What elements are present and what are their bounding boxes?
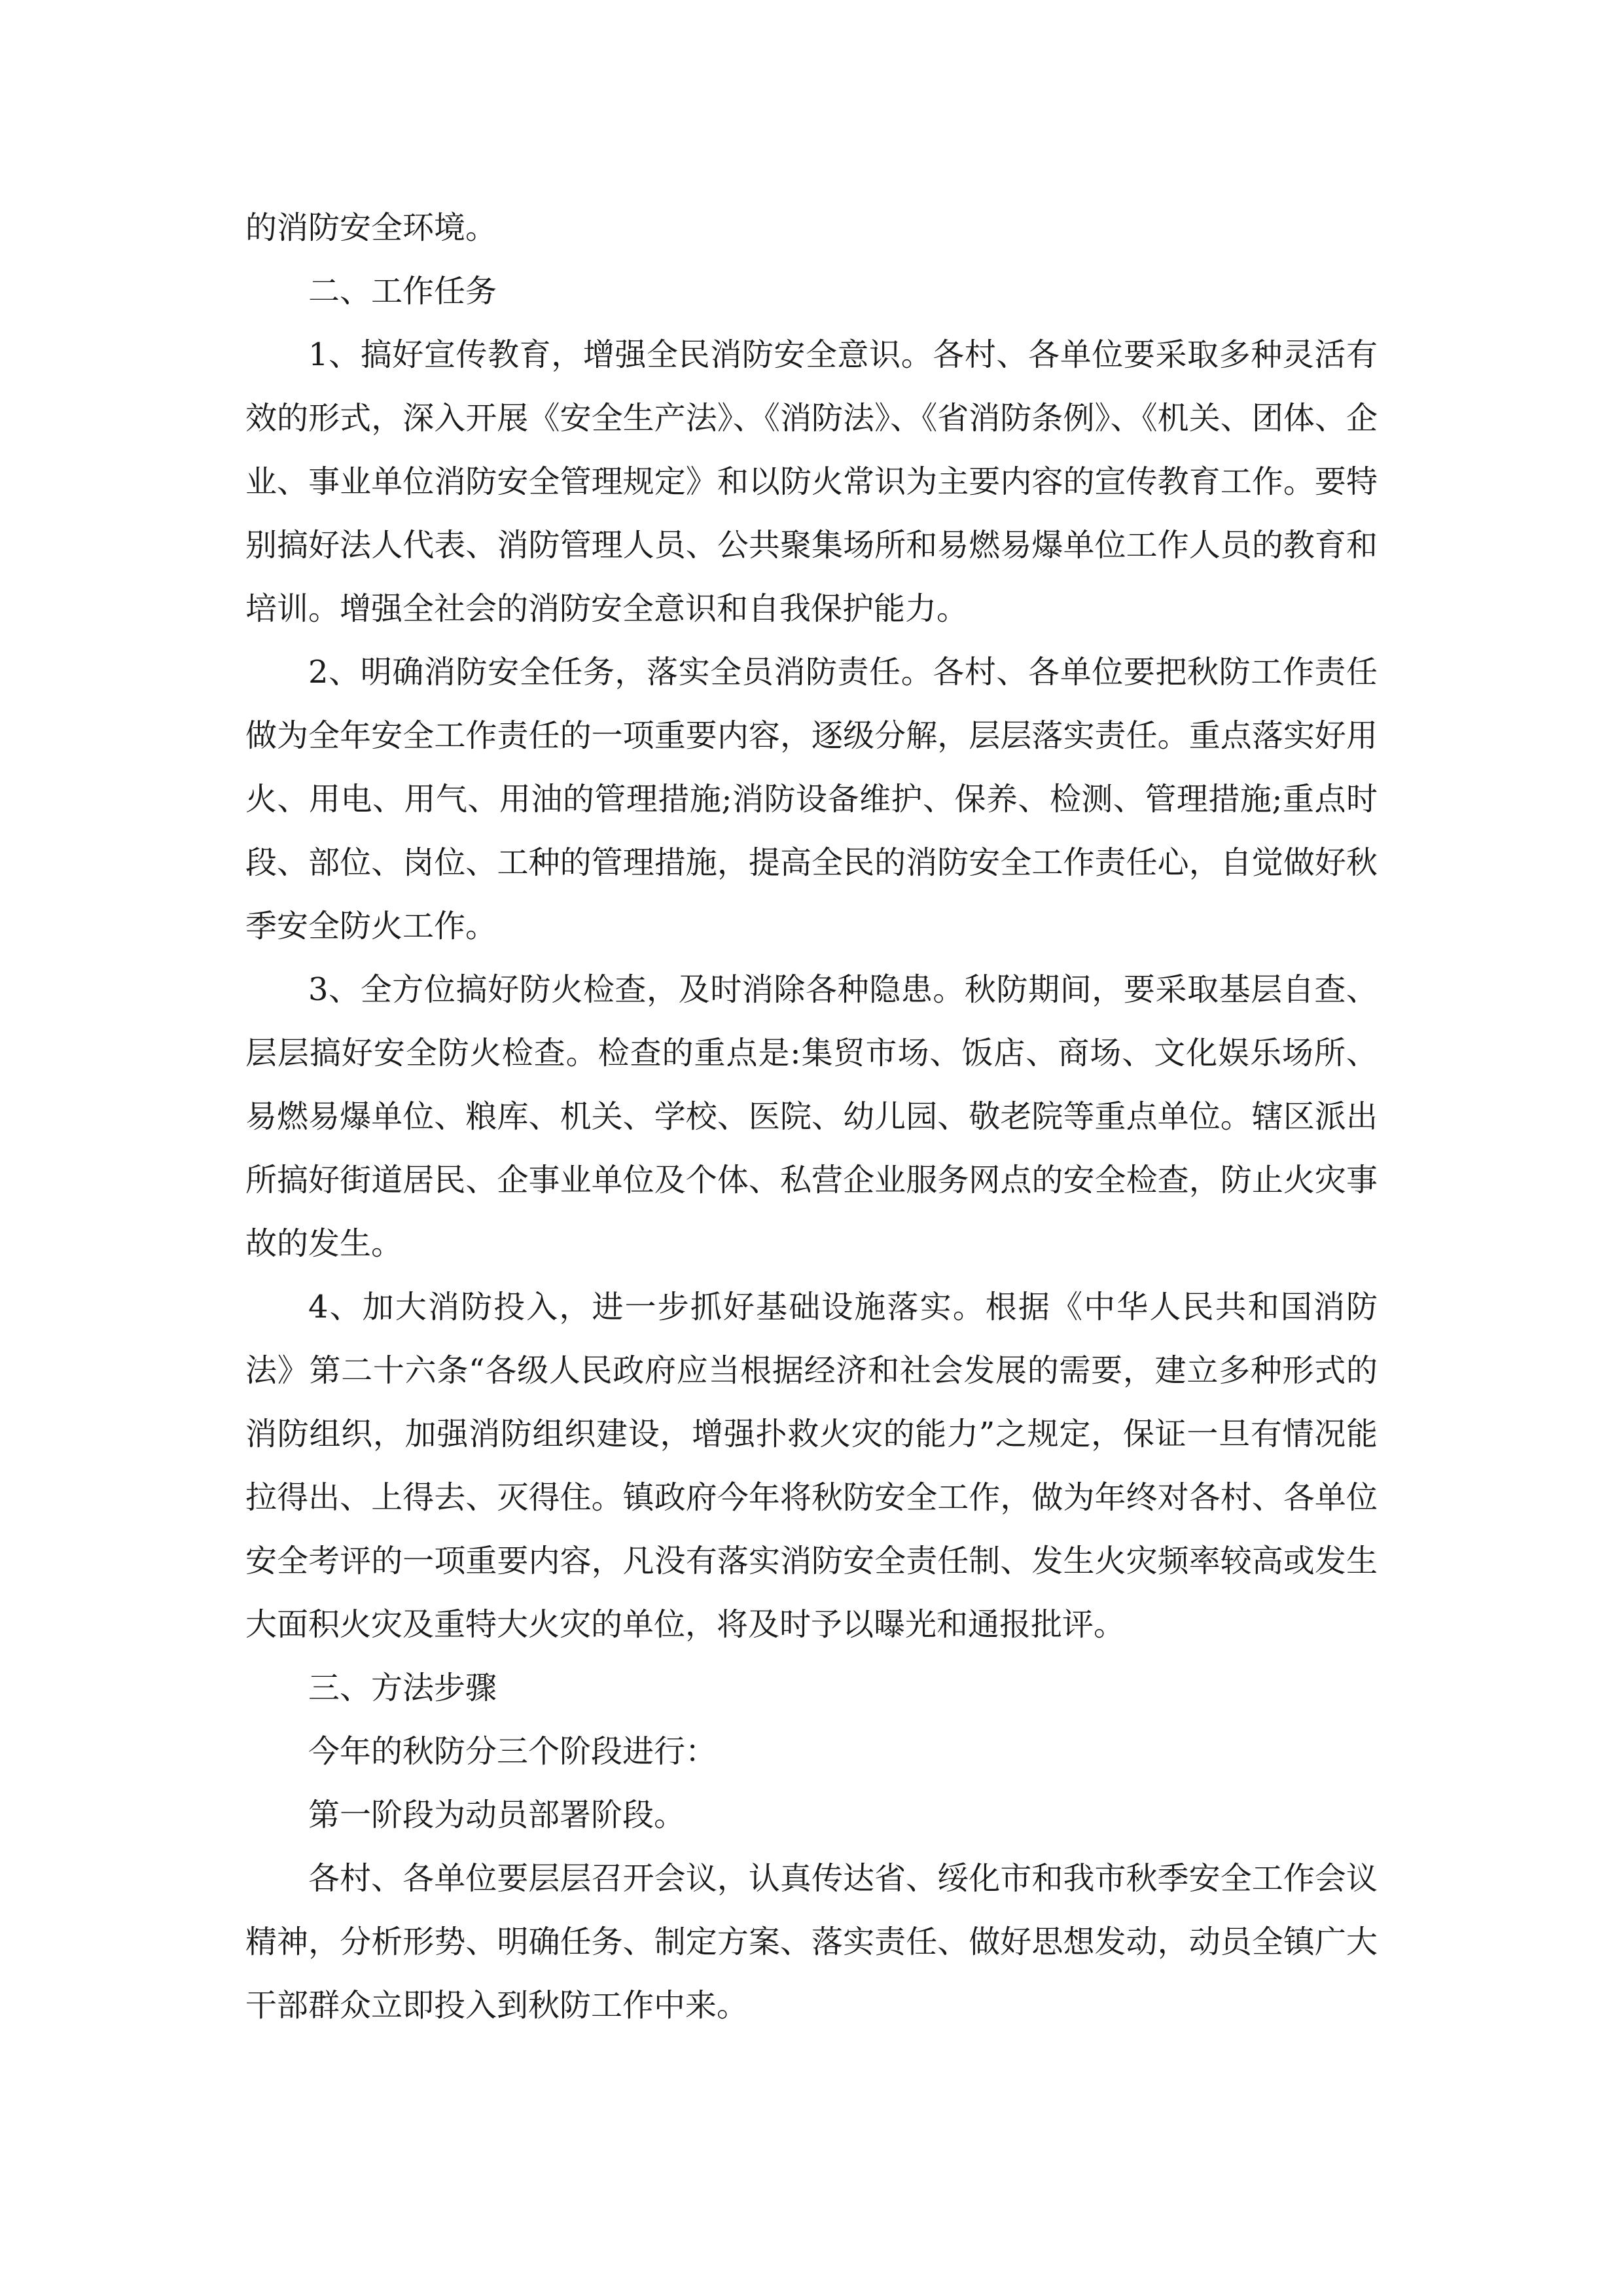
paragraph-task-2: 2、明确消防安全任务，落实全员消防责任。各村、各单位要把秋防工作责任做为全年安全工作责任的一项重要内容，逐级分解，层层落实责任。重点落实好用火、用电、用气、用油的管理措施;消防设备维护、保养、检测、管理措施;重点时段、部位、岗位、工种的管理措施，提高全民的消防安全工作责任心，自觉做好秋季安全防火工作。 <box>245 654 1378 944</box>
paragraph-stages-intro: 今年的秋防分三个阶段进行： <box>308 1733 717 1770</box>
paragraph-intro-fragment: 的消防安全环境。 <box>245 209 497 246</box>
section-heading-work-tasks: 二、工作任务 <box>308 273 497 310</box>
paragraph-task-1: 1、搞好宣传教育，增强全民消防安全意识。各村、各单位要采取多种灵活有效的形式，深入开展《安全生产法》、《消防法》、《省消防条例》、《机关、团体、企业、事业单位消防安全管理规定》和以防火常识为主要内容的宣传教育工作。要特别搞好法人代表、消防管理人员、公共聚集场所和易燃易爆单位工作人员的教育和培训。增强全社会的消防安全意识和自我保护能力。 <box>245 336 1378 627</box>
section-heading-methods: 三、方法步骤 <box>308 1670 497 1706</box>
paragraph-stage-1-title: 第一阶段为动员部署阶段。 <box>308 1797 686 1833</box>
document-body <box>245 196 1378 2037</box>
paragraph-task-3: 3、全方位搞好防火检查，及时消除各种隐患。秋防期间，要采取基层自查、层层搞好安全防火检查。检查的重点是:集贸市场、饭店、商场、文化娱乐场所、易燃易爆单位、粮库、机关、学校、医院、幼儿园、敬老院等重点单位。辖区派出所搞好街道居民、企事业单位及个体、私营企业服务网点的安全检查，防止火灾事故的发生。 <box>245 971 1378 1262</box>
paragraph-task-4: 4、加大消防投入，进一步抓好基础设施落实。根据《中华人民共和国消防法》第二十六条“各级人民政府应当根据经济和社会发展的需要，建立多种形式的消防组织，加强消防组织建设，增强扑救火灾的能力”之规定，保证一旦有情况能拉得出、上得去、灭得住。镇政府今年将秋防安全工作，做为年终对各村、各单位安全考评的一项重要内容，凡没有落实消防安全责任制、发生火灾频率较高或发生大面积火灾及重特大火灾的单位，将及时予以曝光和通报批评。 <box>245 1289 1378 1643</box>
paragraph-stage-1-body: 各村、各单位要层层召开会议，认真传达省、绥化市和我市秋季安全工作会议精神，分析形势、明确任务、制定方案、落实责任、做好思想发动，动员全镇广大干部群众立即投入到秋防工作中来。 <box>245 1860 1378 2024</box>
